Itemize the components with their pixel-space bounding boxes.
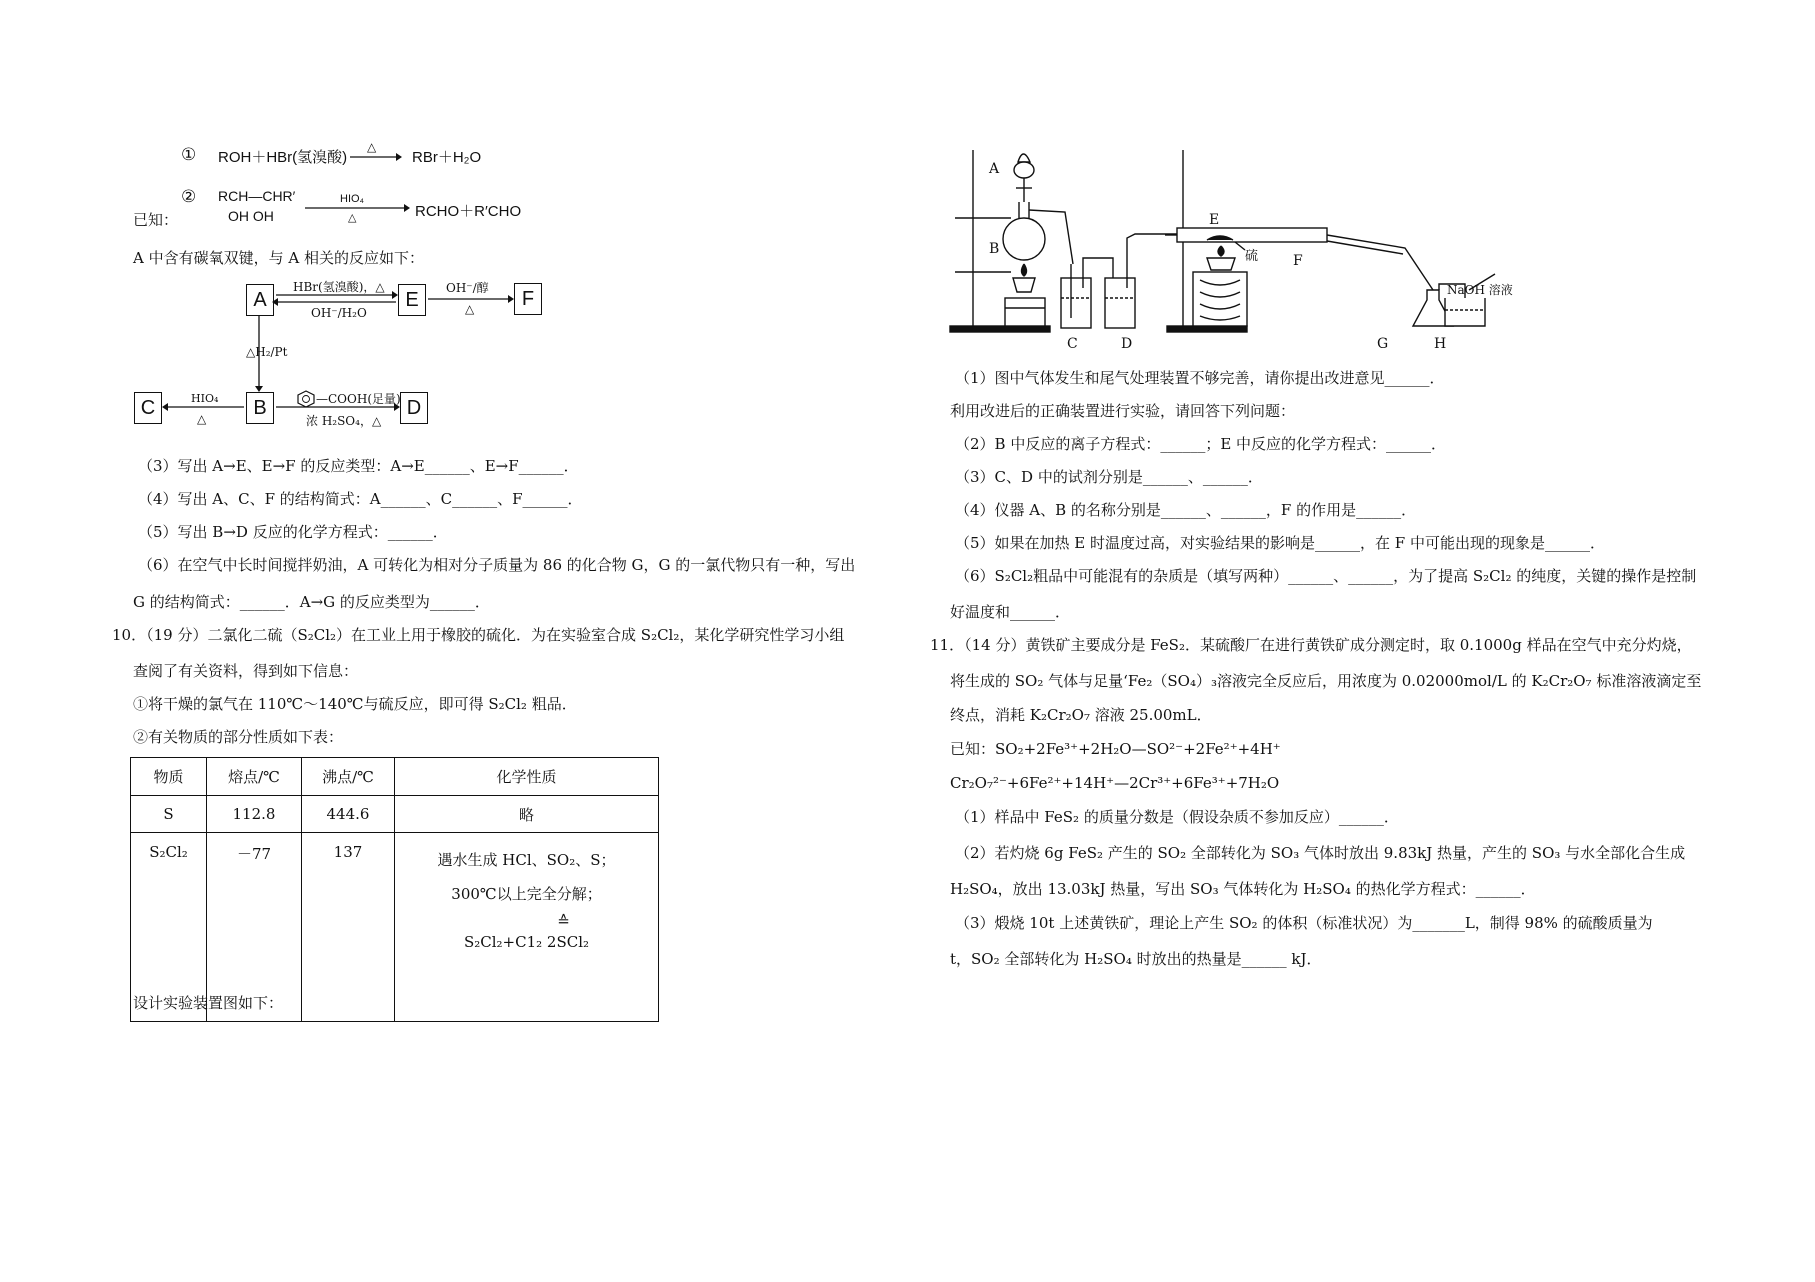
reaction-1-right: RBr＋H₂O (412, 149, 482, 166)
q11-header-b: 将生成的 SO₂ 气体与足量‘Fe₂（SO₄）₃溶液完全反应后，用浓度为 0.02000mol/L 的 K₂Cr₂O₇ 标准溶液滴定至 (950, 672, 1702, 690)
q10-item-3: （3）C、D 中的试剂分别是______、______． (955, 468, 1263, 486)
table-header-row (131, 758, 659, 796)
q11-known-2: Cr₂O₇²⁻+6Fe²⁺+14H⁺—2Cr³⁺+6Fe³⁺+7H₂O (950, 774, 1280, 792)
q11-item-3a: （3）煅烧 10t 上述黄铁矿，理论上产生 SO₂ 的体积（标准状况）为_______L，制得 98% 的硫酸质量为 (955, 914, 1653, 932)
apparatus-label-A: A (989, 161, 1000, 177)
q11-header-c: 终点，消耗 K₂Cr₂O₇ 溶液 25.00mL． (950, 706, 1212, 724)
table-cell-properties (395, 833, 659, 1022)
reaction-1-number: ① (181, 145, 197, 165)
property-line-3: S₂Cl₂+C1₂ 2SCl₂ (463, 933, 590, 951)
table-header-cell: 化学性质 (395, 758, 659, 796)
q11-item-3b: t，SO₂ 全部转化为 H₂SO₄ 时放出的热量是______ kJ． (950, 950, 1322, 968)
q10-item-6b: 好温度和______． (950, 603, 1071, 621)
compound-C-label: C (140, 396, 156, 419)
reaction-2-condition-bottom: △ (348, 211, 357, 224)
q9-item-6a: （6）在空气中长时间搅拌奶油，A 可转化为相对分子质量为 86 的化合物 G，G 的一氯代物只有一种，写出 (138, 556, 856, 574)
a-to-b-condition: △H₂/Pt (246, 345, 288, 359)
reaction-2-top: RCH—CHR′ (218, 188, 296, 204)
table-cell: 137 (302, 833, 395, 1022)
q11-known-1: 已知：SO₂+2Fe³⁺+2H₂O—SO²⁻+2Fe²⁺+4H⁺ (950, 740, 1281, 758)
reaction-2-condition-top: HIO₄ (340, 193, 365, 205)
apparatus-diagram (945, 140, 1505, 350)
table-cell: 略 (395, 796, 659, 833)
table-row (131, 796, 659, 833)
q9-item-5: （5）写出 B→D 反应的化学方程式：______． (138, 523, 448, 541)
properties-table (130, 757, 659, 1022)
table-header-cell: 沸点/℃ (302, 758, 395, 796)
reaction-1-left: ROH＋HBr(氢溴酸) (218, 149, 348, 166)
q11-item-2b: H₂SO₄，放出 13.03kJ 热量，写出 SO₃ 气体转化为 H₂SO₄ 的热化学方程式：______． (950, 880, 1536, 898)
q10-header-a: 10．（19 分）二氯化二硫（S₂Cl₂）在工业上用于橡胶的硫化．为在实验室合成 S₂Cl₂，某化学研究性学习小组 (112, 626, 845, 644)
apparatus-label-sulfur: 硫 (1245, 249, 1259, 264)
q10-info-2: ②有关物质的部分性质如下表： (133, 728, 344, 746)
b-to-c-condition-top: HIO₄ (191, 392, 219, 405)
q10-item-1: （1）图中气体发生和尾气处理装置不够完善，请你提出改进意见______． (955, 369, 1445, 387)
reaction-1-condition: △ (367, 140, 377, 154)
apparatus-label-F: F (1293, 253, 1303, 269)
q9-item-4: （4）写出 A、C、F 的结构简式：A______、C______、F______． (138, 490, 583, 508)
b-to-c-condition-bottom: △ (197, 412, 207, 426)
intro-text: A 中含有碳氧双键，与 A 相关的反应如下： (133, 249, 424, 267)
q10-header-b: 查阅了有关资料，得到如下信息： (133, 662, 359, 680)
apparatus-label-B: B (989, 241, 1000, 257)
compound-A-label: A (253, 288, 267, 311)
e-to-f-condition-bottom: △ (465, 302, 475, 316)
apparatus-label-naoh: NaOH 溶液 (1447, 283, 1513, 297)
table-cell: 112.8 (207, 796, 302, 833)
reaction-2-right: RCHO＋R′CHO (415, 203, 522, 220)
table-cell: 444.6 (302, 796, 395, 833)
table-header-cell: 物质 (131, 758, 207, 796)
q10-item-1b: 利用改进后的正确装置进行实验，请回答下列问题： (950, 402, 1296, 420)
q10-item-2: （2）B 中反应的离子方程式：______；E 中反应的化学方程式：______． (955, 435, 1447, 453)
compound-D-label: D (406, 396, 422, 419)
apparatus-label-G: G (1377, 336, 1389, 352)
apparatus-label-E: E (1209, 212, 1220, 228)
table-cell: S (131, 796, 207, 833)
scheme-arrows (0, 0, 600, 450)
apparatus-label-D: D (1121, 336, 1133, 352)
table-header-cell: 熔点/℃ (207, 758, 302, 796)
q10-info-1: ①将干燥的氯气在 110℃～140℃与硫反应，即可得 S₂Cl₂ 粗品． (133, 695, 577, 713)
apparatus-label-C: C (1067, 336, 1078, 352)
compound-E-label: E (405, 288, 419, 311)
property-condition: ≙ (557, 912, 570, 930)
q10-item-6a: （6）S₂Cl₂粗品中可能混有的杂质是（填写两种）______、______，为了提高 S₂Cl₂ 的纯度，关键的操作是控制 (955, 567, 1697, 585)
q11-header-a: 11．（14 分）黄铁矿主要成分是 FeS₂．某硫酸厂在进行黄铁矿成分测定时，取 0.1000g 样品在空气中充分灼烧， (930, 636, 1692, 654)
property-line-2: 300℃以上完全分解； (451, 885, 602, 903)
property-line-1: 遇水生成 HCl、SO₂、S； (437, 851, 616, 869)
reaction-2-bottom: OH OH (228, 208, 274, 224)
a-to-e-condition-bottom: OH⁻/H₂O (311, 306, 367, 320)
q10-item-5: （5）如果在加热 E 时温度过高，对实验结果的影响是______，在 F 中可能出现的现象是______． (955, 534, 1605, 552)
q10-item-4: （4）仪器 A、B 的名称分别是______、______，F 的作用是______． (955, 501, 1417, 519)
q11-item-1: （1）样品中 FeS₂ 的质量分数是（假设杂质不参加反应）______． (955, 808, 1399, 826)
b-to-d-condition-top: —COOH(足量) (316, 392, 401, 406)
compound-B-label: B (253, 396, 267, 419)
a-to-e-condition-top: HBr(氢溴酸)，△ (293, 280, 385, 294)
compound-F-label: F (521, 287, 535, 310)
q9-item-3: （3）写出 A→E、E→F 的反应类型：A→E______、E→F______． (138, 457, 579, 475)
apparatus-label-H: H (1434, 336, 1447, 352)
b-to-d-condition-bottom: 浓 H₂SO₄，△ (306, 414, 382, 428)
e-to-f-condition-top: OH⁻/醇 (446, 281, 489, 295)
reaction-2-number: ② (181, 187, 197, 207)
table-cell: －77 (207, 833, 302, 1022)
q10-design-text: 设计实验装置图如下： (133, 994, 284, 1012)
known-label: 已知： (133, 211, 179, 229)
table-cell: S₂Cl₂ (131, 833, 207, 1022)
q9-item-6b: G 的结构简式：______．A→G 的反应类型为______． (133, 593, 490, 611)
q11-item-2a: （2）若灼烧 6g FeS₂ 产生的 SO₂ 全部转化为 SO₃ 气体时放出 9.83kJ 热量，产生的 SO₃ 与水全部化合生成 (955, 844, 1686, 862)
